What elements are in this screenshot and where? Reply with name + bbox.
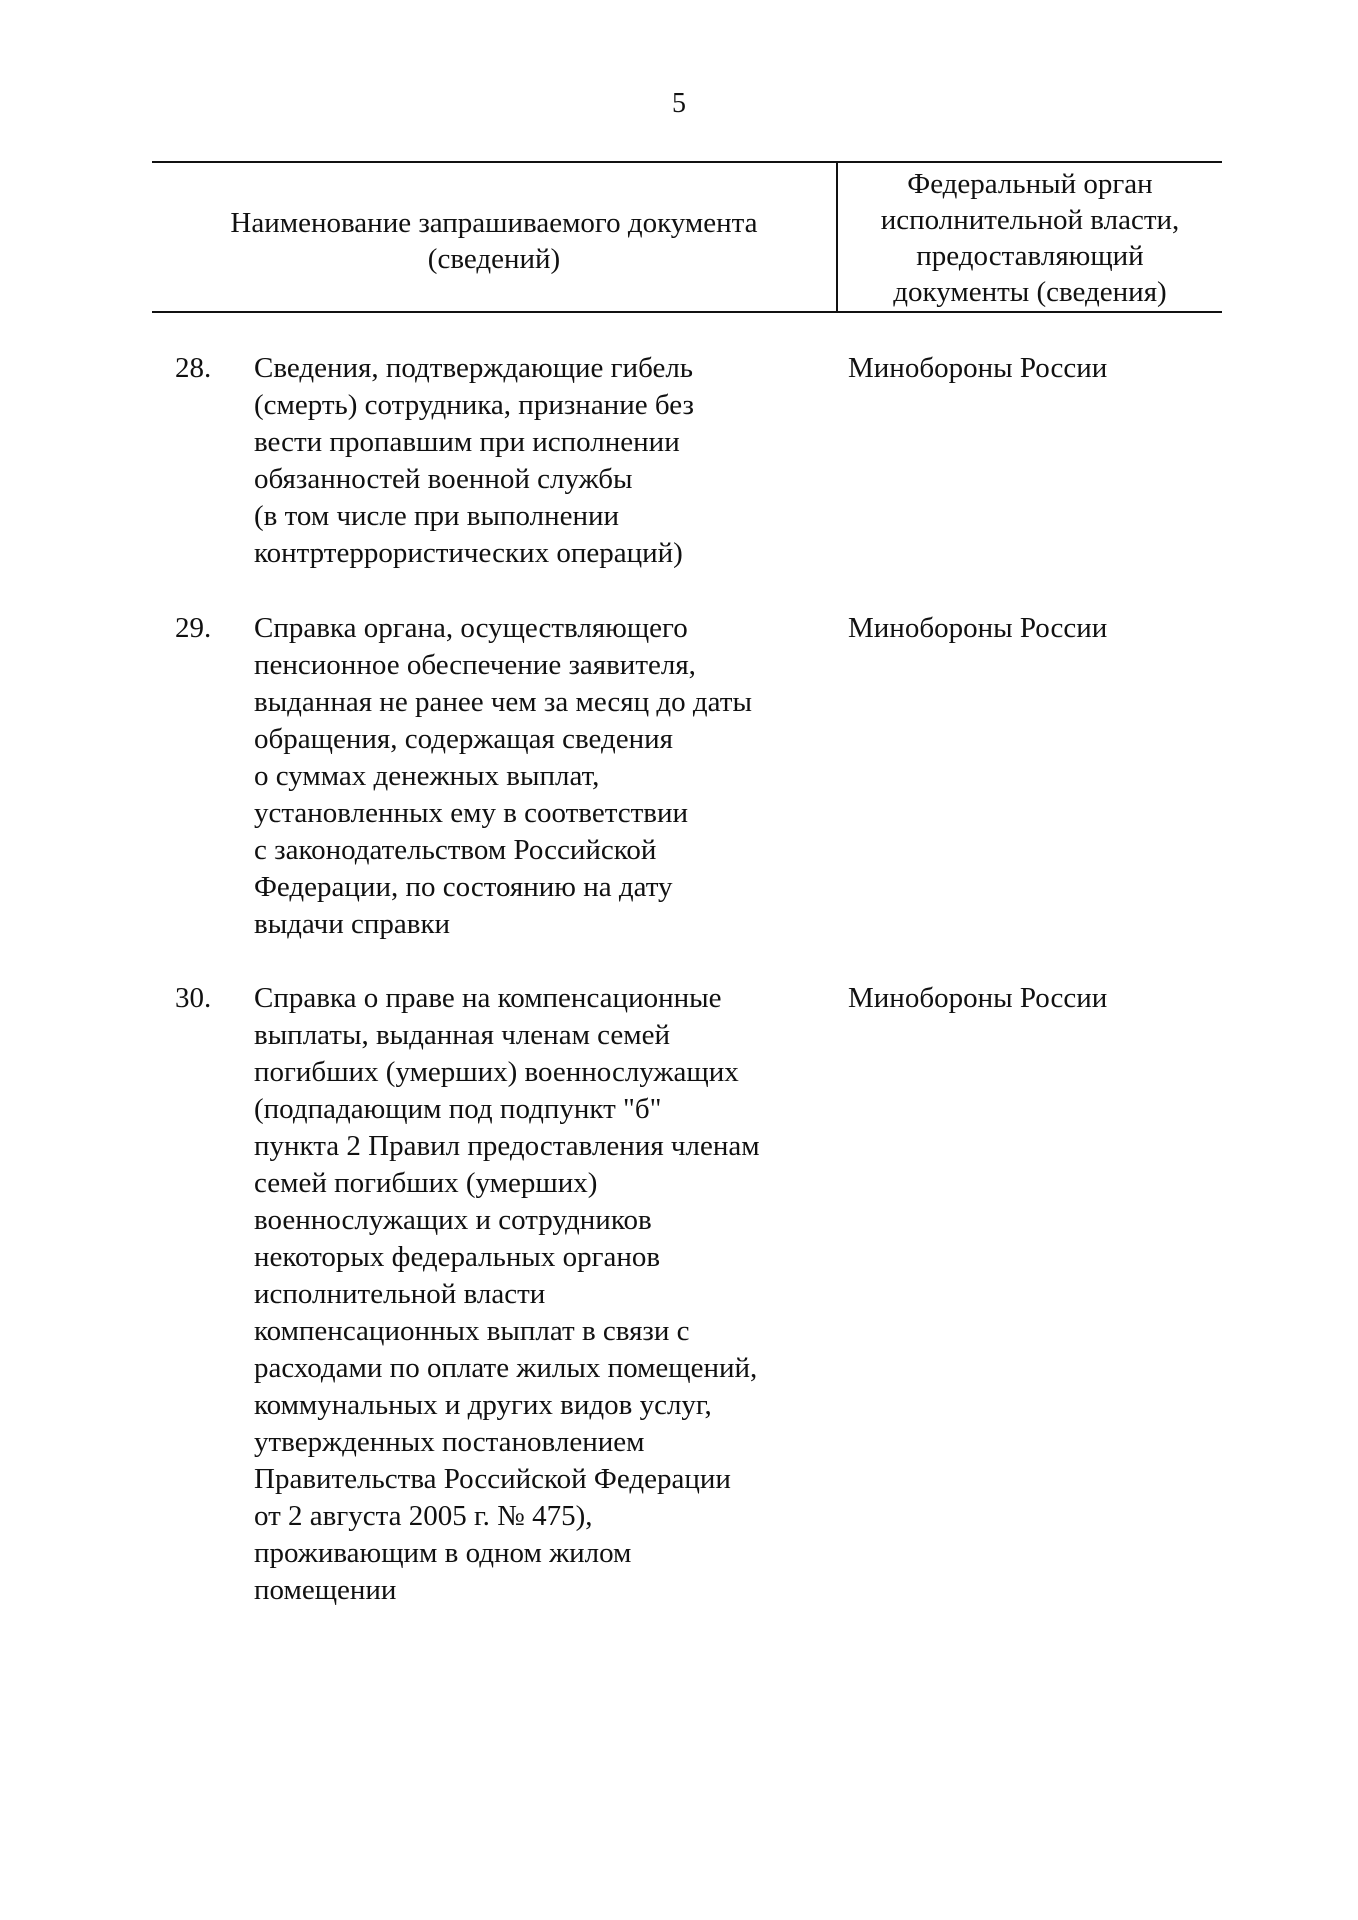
row-description-line: коммунальных и других видов услуг, <box>254 1389 712 1421</box>
row-description-line: военнослужащих и сотрудников <box>254 1204 652 1236</box>
row-number: 30. <box>175 982 212 1014</box>
row-number: 29. <box>175 612 212 644</box>
table-header-bottom-rule <box>152 311 1222 313</box>
row-description-line: вести пропавшим при исполнении <box>254 426 680 458</box>
header-document-name-line: (сведений) <box>427 243 561 275</box>
row-description-line: с законодательством Российской <box>254 834 657 866</box>
row-description <box>254 350 834 572</box>
row-description-line: исполнительной власти <box>254 1278 546 1310</box>
table-top-rule <box>152 161 1222 163</box>
row-description-line: (подпадающим под подпункт "б" <box>254 1093 662 1125</box>
row-description-line: контртеррористических операций) <box>254 537 683 569</box>
row-description-line: Правительства Российской Федерации <box>254 1463 731 1495</box>
row-description-line: выданная не ранее чем за месяц до даты <box>254 686 752 718</box>
row-description-line: Справка о праве на компенсационные <box>254 982 722 1014</box>
header-document-name <box>152 205 836 277</box>
row-description-line: от 2 августа 2005 г. № 475), <box>254 1500 593 1532</box>
row-description-line: утвержденных постановлением <box>254 1426 645 1458</box>
row-description-line: Федерации, по состоянию на дату <box>254 871 673 903</box>
page-number: 5 <box>672 88 686 119</box>
header-federal-agency-line: Федеральный орган <box>907 168 1153 200</box>
row-description-line: помещении <box>254 1574 397 1606</box>
row-description-line: компенсационных выплат в связи с <box>254 1315 690 1347</box>
row-description-line: погибших (умерших) военнослужащих <box>254 1056 739 1088</box>
row-description-line: (смерть) сотрудника, признание без <box>254 389 694 421</box>
row-description-line: Справка органа, осуществляющего <box>254 612 688 644</box>
row-description-line: расходами по оплате жилых помещений, <box>254 1352 758 1384</box>
row-agency: Минобороны России <box>848 352 1108 384</box>
row-description-line: обязанностей военной службы <box>254 463 633 495</box>
header-document-name-line: Наименование запрашиваемого документа <box>230 207 758 239</box>
row-description-line: установленных ему в соответствии <box>254 797 688 829</box>
row-description <box>254 610 834 943</box>
header-federal-agency-line: исполнительной власти, <box>880 204 1180 236</box>
header-federal-agency <box>838 166 1222 310</box>
row-agency: Минобороны России <box>848 612 1108 644</box>
row-description-line: (в том числе при выполнении <box>254 500 620 532</box>
row-description-line: проживающим в одном жилом <box>254 1537 632 1569</box>
header-federal-agency-line: предоставляющий <box>916 240 1144 272</box>
row-description-line: о суммах денежных выплат, <box>254 760 600 792</box>
row-description <box>254 980 834 1609</box>
row-description-line: выдачи справки <box>254 908 451 940</box>
row-description-line: семей погибших (умерших) <box>254 1167 598 1199</box>
row-number: 28. <box>175 352 212 384</box>
row-description-line: обращения, содержащая сведения <box>254 723 673 755</box>
row-description-line: некоторых федеральных органов <box>254 1241 661 1273</box>
row-agency: Минобороны России <box>848 982 1108 1014</box>
header-federal-agency-line: документы (сведения) <box>893 276 1167 308</box>
row-description-line: пункта 2 Правил предоставления членам <box>254 1130 760 1162</box>
row-description-line: выплаты, выданная членам семей <box>254 1019 671 1051</box>
row-description-line: пенсионное обеспечение заявителя, <box>254 649 696 681</box>
row-description-line: Сведения, подтверждающие гибель <box>254 352 694 384</box>
